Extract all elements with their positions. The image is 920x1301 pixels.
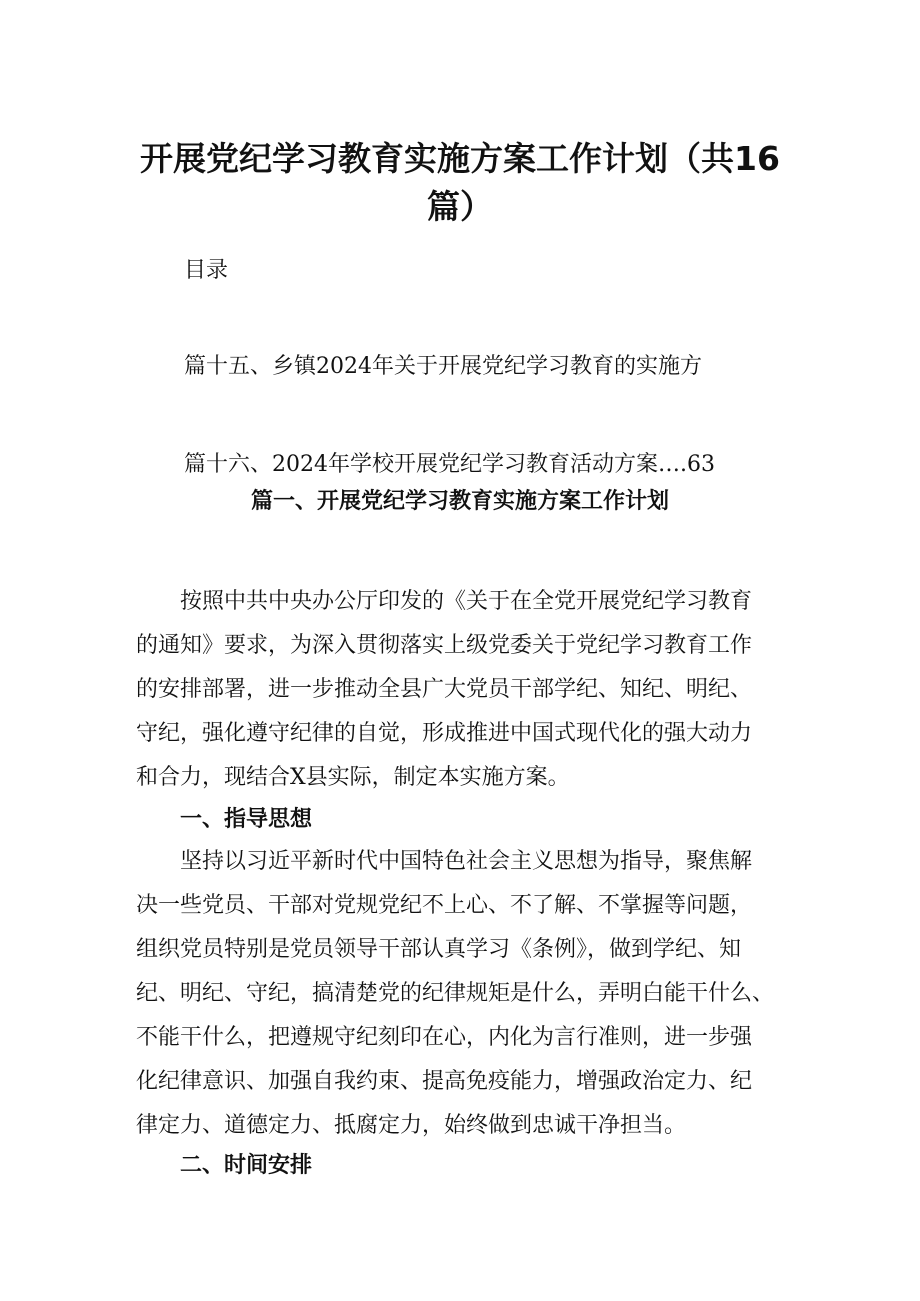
heading-guiding-ideology: 一、指导思想 xyxy=(180,807,313,832)
title-line-2: 篇） xyxy=(427,187,493,226)
document-title xyxy=(100,135,820,231)
heading-time-schedule: 二、时间安排 xyxy=(180,1153,313,1178)
paragraph-line: 坚持以习近平新时代中国特色社会主义思想为指导，聚焦解 xyxy=(180,849,753,874)
paragraph-line: 和合力，现结合X县实际，制定本实施方案。 xyxy=(136,765,570,790)
paragraph-intro xyxy=(136,580,792,800)
section-title: 篇一、开展党纪学习教育实施方案工作计划 xyxy=(250,489,669,514)
paragraph-line: 按照中共中央办公厅印发的《关于在全党开展党纪学习教育 xyxy=(180,589,753,614)
paragraph-line: 守纪，强化遵守纪律的自觉，形成推进中国式现代化的强大动力 xyxy=(136,721,753,746)
paragraph-guiding-ideology xyxy=(136,840,792,1148)
paragraph-line: 的通知》要求，为深入贯彻落实上级党委关于党纪学习教育工作 xyxy=(136,633,753,658)
toc-label: 目录 xyxy=(184,258,229,283)
paragraph-line: 组织党员特别是党员领导干部认真学习《条例》，做到学纪、知 xyxy=(136,937,742,962)
paragraph-line: 不能干什么，把遵规守纪刻印在心，内化为言行准则，进一步强 xyxy=(136,1025,753,1050)
paragraph-line: 的安排部署，进一步推动全县广大党员干部学纪、知纪、明纪、 xyxy=(136,677,753,702)
paragraph-line: 纪、明纪、守纪，搞清楚党的纪律规矩是什么，弄明白能干什么、 xyxy=(136,981,775,1006)
paragraph-line: 决一些党员、干部对党规党纪不上心、不了解、不掌握等问题， xyxy=(136,893,753,918)
title-line-1: 开展党纪学习教育实施方案工作计划（共16 xyxy=(140,139,780,178)
paragraph-line: 律定力、道德定力、抵腐定力，始终做到忠诚干净担当。 xyxy=(136,1113,687,1138)
toc-item-15[interactable]: 篇十五、乡镇2024年关于开展党纪学习教育的实施方 xyxy=(184,354,702,379)
toc-item-16[interactable]: 篇十六、2024年学校开展党纪学习教育活动方案….63 xyxy=(184,452,715,477)
paragraph-line: 化纪律意识、加强自我约束、提高免疫能力，增强政治定力、纪 xyxy=(136,1069,753,1094)
